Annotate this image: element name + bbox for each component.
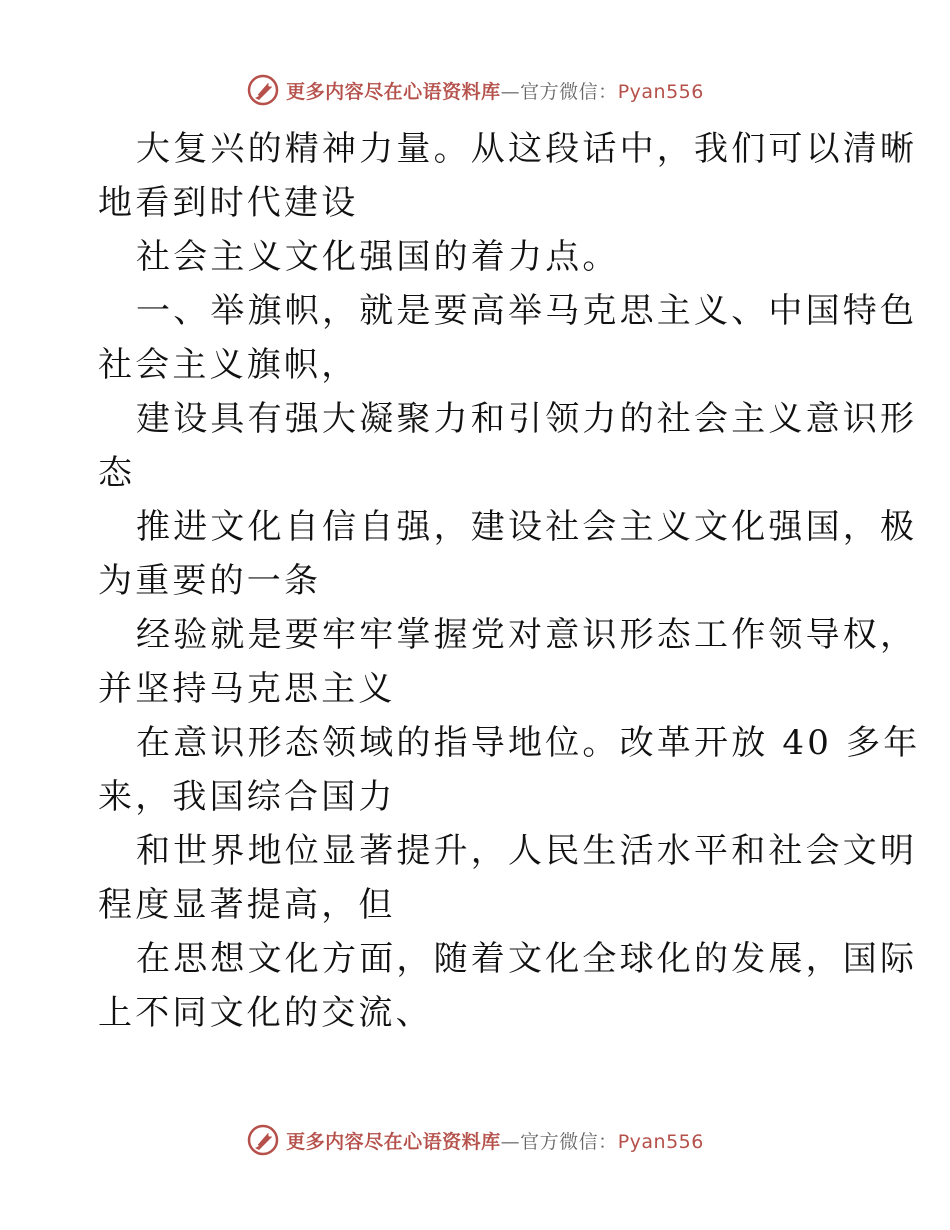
paragraph-line: 大复兴的精神力量。从这段话中，我们可以清晰 <box>136 129 918 169</box>
watermark-site-text: 更多内容尽在心语资料库 <box>286 1130 501 1153</box>
paragraph <box>98 716 921 824</box>
watermark-header <box>0 70 950 110</box>
paragraph <box>98 608 918 716</box>
paragraph <box>98 932 918 1040</box>
watermark-wechat-label: 官方微信： <box>520 1130 618 1153</box>
paragraph-line: 地看到时代建设 <box>98 183 359 223</box>
pen-nib-logo-icon <box>246 73 280 107</box>
paragraph <box>98 284 918 392</box>
paragraph-line: 为重要的一条 <box>98 561 322 601</box>
paragraph <box>98 500 918 608</box>
paragraph-line: 在思想文化方面，随着文化全球化的发展，国际 <box>136 939 918 979</box>
paragraph <box>98 230 858 284</box>
watermark-wechat-id: Pyan556 <box>617 80 704 103</box>
paragraph-line: 建设具有强大凝聚力和引领力的社会主义意识形 <box>136 399 918 439</box>
watermark-wechat-id: Pyan556 <box>617 1130 704 1153</box>
paragraph-line: 一、举旗帜，就是要高举马克思主义、中国特色 <box>136 291 918 331</box>
paragraph-line: 和世界地位显著提升，人民生活水平和社会文明 <box>136 831 918 871</box>
paragraph-line: 在意识形态领域的指导地位。改革开放 40 多年 <box>136 723 921 763</box>
paragraph <box>98 122 918 230</box>
paragraph <box>98 392 918 500</box>
paragraph-line: 社会主义旗帜， <box>98 345 359 385</box>
paragraph-line: 社会主义文化强国的着力点。 <box>136 237 620 277</box>
watermark-site-text: 更多内容尽在心语资料库 <box>286 80 501 103</box>
paragraph-line: 程度显著提高，但 <box>98 885 396 925</box>
paragraph-line: 推进文化自信自强，建设社会主义文化强国，极 <box>136 507 918 547</box>
watermark-dash: — <box>500 80 521 103</box>
document-body <box>98 122 921 1040</box>
paragraph-line: 来，我国综合国力 <box>98 777 396 817</box>
paragraph-line: 并坚持马克思主义 <box>98 669 396 709</box>
paragraph <box>98 824 918 932</box>
paragraph-line: 上不同文化的交流、 <box>98 993 433 1033</box>
watermark-dash: — <box>500 1130 521 1153</box>
watermark-footer <box>0 1120 950 1160</box>
paragraph-line: 态 <box>98 453 136 493</box>
watermark-text <box>286 1127 704 1154</box>
watermark-wechat-label: 官方微信： <box>520 80 618 103</box>
pen-nib-logo-icon <box>246 1123 280 1157</box>
paragraph-line: 经验就是要牢牢掌握党对意识形态工作领导权， <box>136 615 918 655</box>
watermark-text <box>286 77 704 104</box>
